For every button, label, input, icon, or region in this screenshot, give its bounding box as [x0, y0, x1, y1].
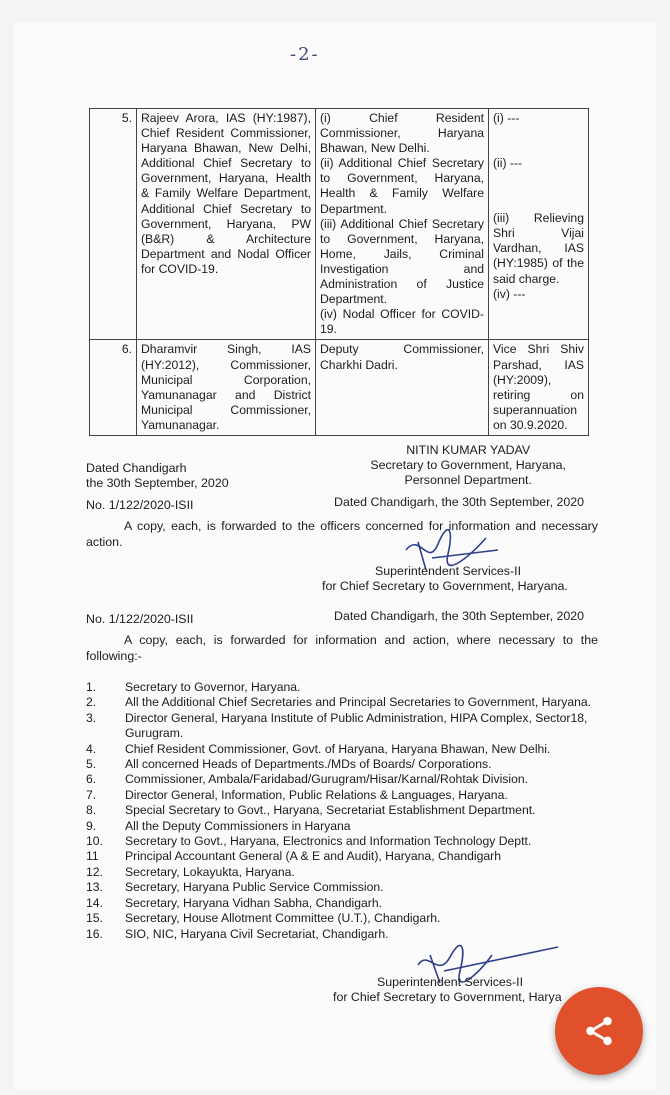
- signatory-block: [370, 443, 566, 488]
- item-text: Secretary to Govt., Haryana, Electronics and Information Technology Deptt.: [125, 834, 532, 849]
- table-row: [90, 340, 589, 436]
- table-row: [90, 109, 589, 340]
- item-text: Secretary to Governor, Haryana.: [125, 680, 301, 694]
- posting-item: Deputy Commissioner, Charkhi Dadri.: [320, 342, 484, 372]
- item-number: 2.: [86, 695, 97, 710]
- item-number: 10.: [86, 834, 103, 849]
- item-number: 6.: [86, 772, 97, 787]
- signatory-department: Personnel Department.: [404, 473, 532, 487]
- list-item: [86, 880, 601, 895]
- endorsement-text: A copy, each, is forwarded for information and action, where necessary to the following:-: [86, 633, 598, 663]
- endorsement-date: Dated Chandigarh, the 30th September, 2020: [334, 609, 585, 623]
- posting-cell: [316, 109, 489, 340]
- item-text: All the Deputy Commissioners in Haryana: [125, 818, 351, 833]
- item-text: Director General, Information, Public Relations & Languages, Haryana.: [125, 787, 508, 802]
- endorsement-number: No. 1/122/2020-ISII: [86, 498, 194, 512]
- item-number: 16.: [86, 926, 103, 941]
- item-number: 11: [86, 849, 99, 864]
- item-text: Secretary, Haryana Public Service Commission.: [125, 880, 384, 895]
- item-number: 7.: [86, 787, 97, 802]
- list-item: [86, 849, 601, 864]
- item-text: Commissioner, Ambala/Faridabad/Gurugram/Hisar/Karnal/Rohtak Division.: [125, 772, 529, 787]
- recipient-list: [86, 680, 601, 942]
- endorsement-text: A copy, each, is forwarded to the officers concerned for information and necessary action.: [86, 519, 598, 549]
- item-text: Secretary, Haryana Vidhan Sabha, Chandigarh.: [125, 895, 383, 910]
- item-text: All concerned Heads of Departments./MDs of Boards/ Corporations.: [125, 757, 492, 772]
- remarks-cell: [489, 109, 589, 340]
- list-item: [86, 742, 601, 757]
- posting-cell: [316, 340, 489, 436]
- item-text: All the Additional Chief Secretaries and Principal Secretaries to Government, Haryana.: [125, 695, 592, 710]
- list-item: [86, 834, 601, 849]
- endorsement-number: No. 1/122/2020-ISII: [86, 612, 194, 626]
- serial-number: 6.: [90, 340, 137, 436]
- item-number: 5.: [86, 757, 97, 772]
- list-item: [86, 803, 601, 818]
- posting-item: (iv) Nodal Officer for COVID-19.: [320, 307, 484, 337]
- item-number: 14.: [86, 895, 103, 910]
- remark-item: (iv) ---: [493, 286, 526, 301]
- item-text: Chief Resident Commissioner, Govt. of Haryana, Haryana Bhawan, New Delhi.: [125, 741, 551, 756]
- item-number: 9.: [86, 818, 97, 833]
- item-number: 3.: [86, 710, 97, 725]
- share-icon: [582, 1014, 616, 1048]
- posting-item: (ii) Additional Chief Secretary to Government, Haryana, Health & Family Welfare Department.: [320, 156, 484, 216]
- list-item: [86, 695, 601, 710]
- item-text: Director General, Haryana Institute of Public Administration, HIPA Complex, Sector18, Gurugram.: [125, 710, 588, 741]
- list-item: [86, 865, 601, 880]
- signature-for: for Chief Secretary to Government, Haryana.: [322, 579, 568, 593]
- list-item: [86, 711, 601, 742]
- item-text: Secretary, House Allotment Committee (U.T.), Chandigarh.: [125, 911, 441, 926]
- item-text: Principal Accountant General (A & E and Audit), Haryana, Chandigarh: [125, 849, 502, 864]
- posting-item: (iii) Additional Chief Secretary to Government, Haryana, Home, Jails, Criminal Investigation and Administration of Justice Department.: [320, 216, 484, 307]
- list-item: [86, 772, 601, 787]
- item-text: SIO, NIC, Haryana Civil Secretariat, Chandigarh.: [125, 926, 389, 941]
- remarks-cell: [489, 340, 589, 436]
- item-text: Special Secretary to Govt., Haryana, Secretariat Establishment Department.: [125, 803, 536, 818]
- item-number: 12.: [86, 864, 103, 879]
- remark-item: Vice Shri Shiv Parshad, IAS (HY:2009), retiring on superannuation on 30.9.2020.: [493, 342, 584, 432]
- signature-title: Superintendent Services-II: [377, 975, 524, 989]
- item-number: 4.: [86, 741, 97, 756]
- list-item: [86, 680, 601, 695]
- page-number: -2-: [290, 44, 320, 65]
- signature-title: Superintendent Services-II: [375, 564, 522, 578]
- signatory-designation: Secretary to Government, Haryana,: [370, 458, 566, 472]
- item-text: Secretary, Lokayukta, Haryana.: [125, 864, 295, 879]
- endorsement-date: Dated Chandigarh, the 30th September, 2020: [334, 495, 585, 509]
- remark-item: (i) ---: [493, 111, 520, 125]
- officer-cell: Dharamvir Singh, IAS (HY:2012), Commissioner, Municipal Corporation, Yamunanagar and District Municipal Commissioner, Yamunanagar.: [137, 340, 316, 436]
- signature-for: for Chief Secretary to Government, Harya: [333, 990, 562, 1004]
- dated-line-2: the 30th September, 2020: [86, 476, 229, 490]
- list-item: [86, 911, 601, 926]
- item-number: 1.: [86, 680, 97, 694]
- remark-item: (ii) ---: [493, 156, 523, 171]
- list-item: [86, 757, 601, 772]
- remark-item: (iii) Relieving Shri Vijai Vardhan, IAS (HY:1985) of the said charge.: [493, 211, 584, 286]
- item-number: 8.: [86, 803, 97, 818]
- dated-line-1: Dated Chandigarh: [86, 461, 187, 475]
- item-number: 13.: [86, 880, 103, 895]
- serial-number: 5.: [90, 109, 137, 340]
- list-item: [86, 896, 601, 911]
- posting-item: (i) Chief Resident Commissioner, Haryana Bhawan, New Delhi.: [320, 111, 484, 156]
- signatory-name: NITIN KUMAR YADAV: [406, 443, 531, 457]
- posting-table: [89, 108, 589, 436]
- item-number: 15.: [86, 911, 103, 926]
- officer-cell: Rajeev Arora, IAS (HY:1987), Chief Resident Commissioner, Haryana Bhawan, New Delhi, Additional Chief Secretary to Government, Haryana, Health & Family Welfare Department, Additional Chief Secretary to Government, Haryana, PW (B&R) & Architecture Department and Nodal Officer for COVID-19.: [137, 109, 316, 340]
- list-item: [86, 819, 601, 834]
- share-button[interactable]: [555, 987, 643, 1075]
- list-item: [86, 788, 601, 803]
